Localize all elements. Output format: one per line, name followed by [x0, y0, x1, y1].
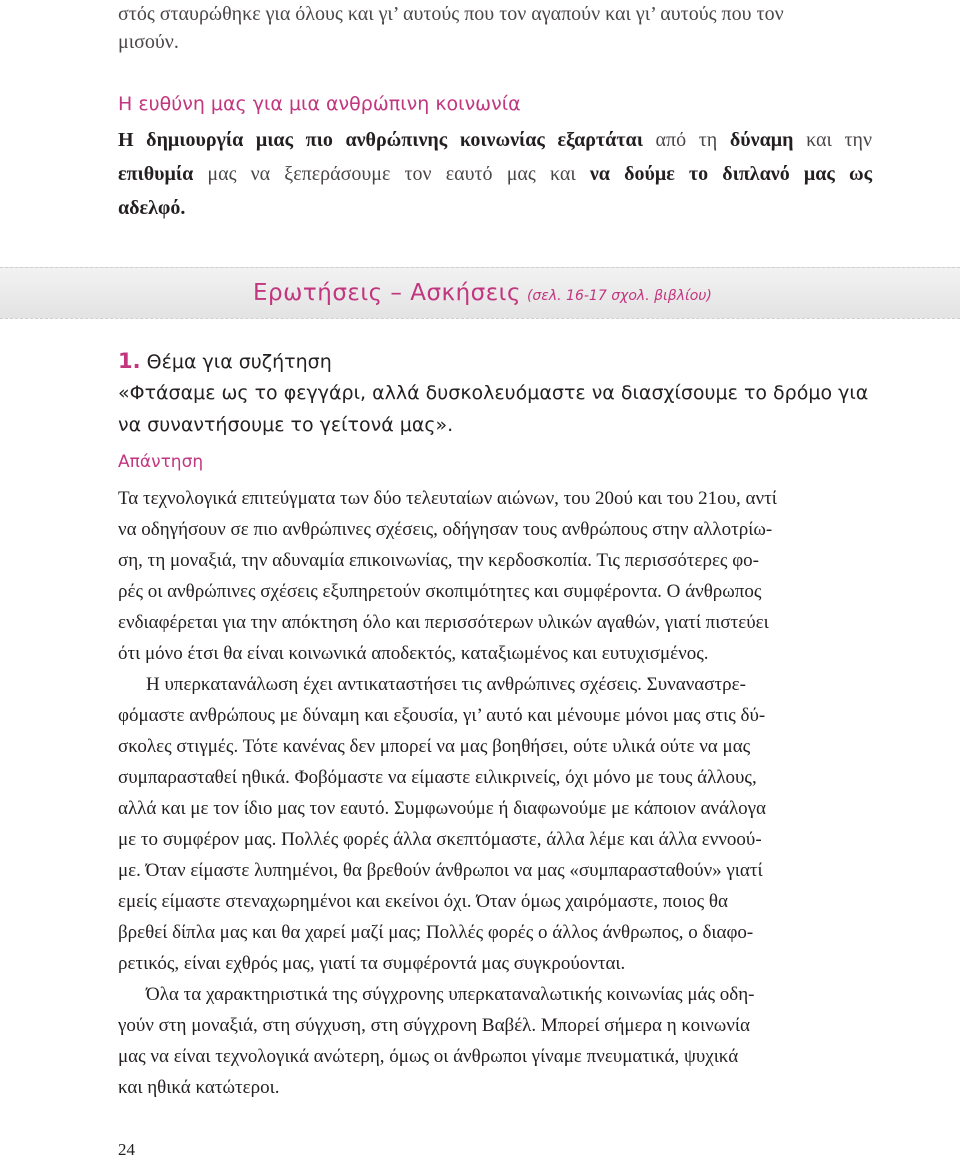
answer-body — [118, 483, 872, 1103]
bold-phrase: να δούμε το διπλανό μας ως — [589, 163, 873, 185]
answer-line: Η υπερκατανάλωση έχει αντικαταστήσει τις ανθρώπινες σχέσεις. Συναναστρε- — [146, 674, 746, 695]
exercises-title-text: Ερωτήσεις – Ασκήσεις — [253, 280, 521, 306]
answer-line: ότι μόνο έτσι θα είναι κοινωνικά αποδεκτός, καταξιωμένος και ευτυχισμένος. — [118, 643, 709, 664]
question-block — [118, 345, 872, 441]
answer-line: συμπαρασταθεί ηθικά. Φοβόμαστε να είμαστε ειλικρινείς, όχι μόνο με τους άλλους, — [118, 767, 757, 788]
answer-line: αλλά και με τον ίδιο μας τον εαυτό. Συμφωνούμε ή διαφωνούμε με κάποιον ανάλογα — [118, 798, 767, 819]
answer-label: Απάντηση — [118, 452, 204, 472]
text-phrase: από τη — [642, 129, 730, 151]
question-line-2: να συναντήσουμε το γείτονά μας». — [118, 414, 454, 436]
question-number: 1. — [118, 349, 141, 373]
answer-line: Όλα τα χαρακτηριστικά της σύγχρονης υπερκαταναλωτικής κοινωνίας μάς οδη- — [146, 984, 755, 1005]
question-title: Θέμα για συζήτηση — [146, 351, 332, 373]
page-number: 24 — [118, 1140, 135, 1159]
question-line-1: «Φτάσαμε ως το φεγγάρι, αλλά δυσκολευόμαστε να διασχίσουμε το δρόμο για — [118, 382, 869, 404]
answer-line: με. Όταν είμαστε λυπημένοι, θα βρεθούν άνθρωποι να μας «συμπαρασταθούν» γιατί — [118, 860, 763, 881]
exercises-banner — [0, 267, 960, 319]
answer-line: Τα τεχνολογικά επιτεύγματα των δύο τελευταίων αιώνων, του 20ού και του 21ου, αντί — [118, 488, 777, 509]
answer-line: μας να είναι τεχνολογικά ανώτερη, όμως οι άνθρωποι γίναμε πνευματικά, ψυχικά — [118, 1046, 739, 1067]
section-line-2 — [118, 157, 872, 191]
intro-line-1: στός σταυρώθηκε για όλους και γι’ αυτούς που τον αγαπούν και γι’ αυτούς που τον — [118, 3, 784, 25]
answer-line: εμείς είμαστε στεναχωρημένοι και εκείνοι όχι. Όταν όμως χαιρόμαστε, ποιος θα — [118, 891, 728, 912]
section-body — [118, 123, 872, 225]
intro-continuation — [118, 0, 872, 56]
section-line-3 — [118, 191, 872, 225]
answer-line: σκολες στιγμές. Τότε κανένας δεν μπορεί να μας βοηθήσει, ούτε υλικά ούτε να μας — [118, 736, 751, 757]
answer-line: γούν στη μοναξιά, στη σύγχυση, στη σύγχρονη Βαβέλ. Μπορεί σήμερα η κοινωνία — [118, 1015, 750, 1036]
exercises-page-note: (σελ. 16-17 σχολ. βιβλίου) — [526, 288, 712, 304]
text-phrase: μας να ξεπεράσουμε τον εαυτό μας και — [193, 163, 590, 185]
answer-line: και ηθικά κατώτεροι. — [118, 1077, 280, 1098]
bold-phrase: δύναμη — [729, 129, 794, 151]
answer-line: ση, τη μοναξιά, την αδυναμία επικοινωνίας, την κερδοσκοπία. Τις περισσότερες φο- — [118, 550, 759, 571]
exercises-title — [253, 278, 712, 311]
bold-phrase: αδελφό. — [118, 197, 186, 219]
answer-line: ρές οι ανθρώπινες σχέσεις εξυπηρετούν σκοπιμότητες και συμφέροντα. Ο άνθρωπος — [118, 581, 762, 602]
intro-line-2: μισούν. — [118, 31, 179, 53]
answer-line: βρεθεί δίπλα μας και θα χαρεί μαζί μας; Πολλές φορές ο άλλος άνθρωπος, ο διαφο- — [118, 922, 754, 943]
text-phrase: και την — [793, 129, 872, 151]
question-heading — [118, 345, 872, 377]
answer-line: να οδηγήσουν σε πιο ανθρώπινες σχέσεις, οδήγησαν τους ανθρώπους στην αλλοτρίω- — [118, 519, 773, 540]
answer-line: με το συμφέρον μας. Πολλές φορές άλλα σκεπτόμαστε, άλλα λέμε και άλλα εννοού- — [118, 829, 762, 850]
section-heading: Η ευθύνη μας για μια ανθρώπινη κοινωνία — [118, 93, 521, 115]
bold-phrase: Η δημιουργία μιας πιο ανθρώπινης κοινωνίας εξαρτάται — [118, 129, 643, 151]
bold-phrase: επιθυμία — [118, 163, 194, 185]
answer-line: φόμαστε ανθρώπους με δύναμη και εξουσία, γι’ αυτό και μένουμε μόνοι μας στις δύ- — [118, 705, 766, 726]
answer-line: ενδιαφέρεται για την απόκτηση όλο και περισσότερων υλικών αγαθών, γιατί πιστεύει — [118, 612, 769, 633]
answer-line: ρετικός, είναι εχθρός μας, γιατί τα συμφέροντά μας συγκρούονται. — [118, 953, 626, 974]
section-line-1 — [118, 123, 872, 157]
